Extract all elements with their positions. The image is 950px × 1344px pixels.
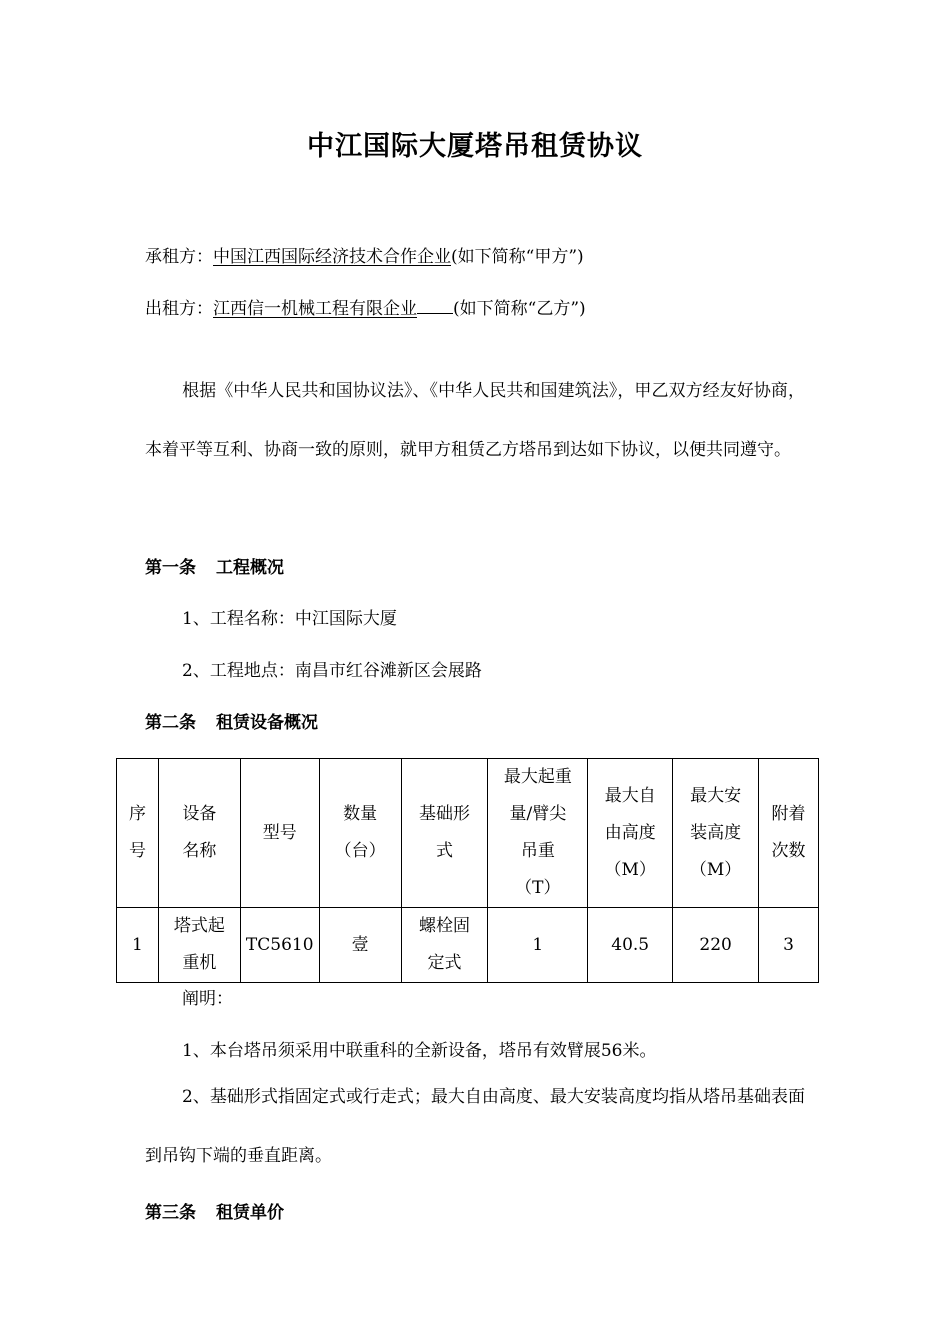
- cell-text: （M）: [604, 859, 656, 880]
- article-2-title: 租赁设备概况: [216, 713, 318, 733]
- data-cell: [319, 908, 401, 983]
- cell-text: 220: [699, 934, 732, 955]
- cell-text: 最大自: [604, 785, 656, 806]
- cell-text: （T）: [515, 878, 561, 898]
- header-cell: [240, 759, 319, 908]
- lessee-line: [145, 242, 584, 267]
- data-cell: [401, 908, 488, 983]
- article-2-number: 第二条: [145, 713, 196, 733]
- table-header-row: [117, 759, 819, 908]
- article-3-title: 租赁单价: [216, 1203, 284, 1223]
- data-cell: [673, 908, 759, 983]
- note-2-text: 2、基础形式指固定式或行走式；最大自由高度、最大安装高度均指从塔吊基础表面到吊钩下端的垂直距离。: [145, 1087, 805, 1166]
- lessee-name: 中国江西国际经济技术合作企业: [213, 247, 451, 267]
- data-cell: [158, 908, 240, 983]
- lessee-note: (如下简称“甲方”): [451, 247, 584, 267]
- article-1-title: 工程概况: [216, 558, 284, 578]
- cell-text: 吊重: [520, 841, 555, 861]
- lessor-name: 江西信一机械工程有限企业: [213, 299, 417, 319]
- cell-text: 型号: [262, 822, 297, 843]
- cell-text: 式: [436, 841, 454, 861]
- article-1-heading: [145, 553, 284, 578]
- cell-text: 附着: [771, 804, 806, 824]
- equipment-table: [116, 758, 819, 983]
- data-cell: [588, 908, 673, 983]
- cell-text: 名称: [182, 841, 217, 861]
- header-cell: [401, 759, 488, 908]
- cell-text: 量/臂尖: [509, 804, 567, 824]
- intro-paragraph: [145, 362, 805, 480]
- header-cell: [319, 759, 401, 908]
- cell-text: 设备: [182, 804, 217, 824]
- cell-text: 数量: [343, 804, 378, 824]
- cell-text: 序: [128, 804, 146, 824]
- article-1-item-1: 1、工程名称：中江国际大厦: [182, 609, 397, 629]
- cell-text: TC5610: [245, 934, 314, 955]
- article-1-number: 第一条: [145, 558, 196, 578]
- underline-blank: [417, 299, 453, 314]
- intro-text: 根据《中华人民共和国协议法》、《中华人民共和国建筑法》，甲乙双方经友好协商，本着平等互利、协商一致的原则，就甲方租赁乙方塔吊到达如下协议，以便共同遵守。: [145, 381, 805, 460]
- cell-text: 号: [128, 841, 146, 861]
- data-cell: [240, 908, 319, 983]
- cell-text: 螺栓固: [419, 916, 471, 936]
- cell-text: 次数: [771, 841, 806, 861]
- article-3-number: 第三条: [145, 1203, 196, 1223]
- article-2-heading: [145, 708, 318, 733]
- cell-text: （M）: [689, 859, 742, 880]
- note-1: 1、本台塔吊须采用中联重科的全新设备，塔吊有效臂展56米。: [182, 1041, 657, 1061]
- header-cell: [158, 759, 240, 908]
- lessee-label: 承租方：: [145, 247, 213, 267]
- lessor-line: [145, 294, 586, 319]
- header-cell: [759, 759, 819, 908]
- cell-text: 由高度: [604, 822, 656, 843]
- cell-text: 基础形: [419, 804, 471, 824]
- data-cell: [117, 908, 159, 983]
- article-3-heading: [145, 1198, 284, 1223]
- note-2: [145, 1068, 805, 1186]
- table-row: [117, 908, 819, 983]
- data-cell: [759, 908, 819, 983]
- document-title: 中江国际大厦塔吊租赁协议: [307, 131, 643, 162]
- header-cell: [673, 759, 759, 908]
- data-cell: [488, 908, 588, 983]
- cell-text: （台）: [334, 841, 386, 861]
- cell-text: 装高度: [690, 822, 742, 843]
- notes-label: 阐明：: [182, 989, 233, 1009]
- cell-text: 1: [132, 934, 143, 955]
- cell-text: 塔式起: [173, 916, 225, 936]
- cell-text: 重机: [182, 953, 217, 973]
- lessor-note: (如下简称“乙方”): [453, 299, 586, 319]
- header-cell: [488, 759, 588, 908]
- header-cell: [588, 759, 673, 908]
- cell-text: 最大起重: [503, 767, 572, 787]
- lessor-label: 出租方：: [145, 299, 213, 319]
- cell-text: 40.5: [611, 934, 650, 955]
- cell-text: 最大安: [690, 785, 742, 806]
- article-1-item-2: 2、工程地点：南昌市红谷滩新区会展路: [182, 661, 482, 681]
- cell-text: 1: [532, 934, 544, 955]
- cell-text: 壹: [351, 934, 369, 955]
- cell-text: 3: [783, 934, 794, 955]
- cell-text: 定式: [427, 953, 462, 973]
- header-cell: [117, 759, 159, 908]
